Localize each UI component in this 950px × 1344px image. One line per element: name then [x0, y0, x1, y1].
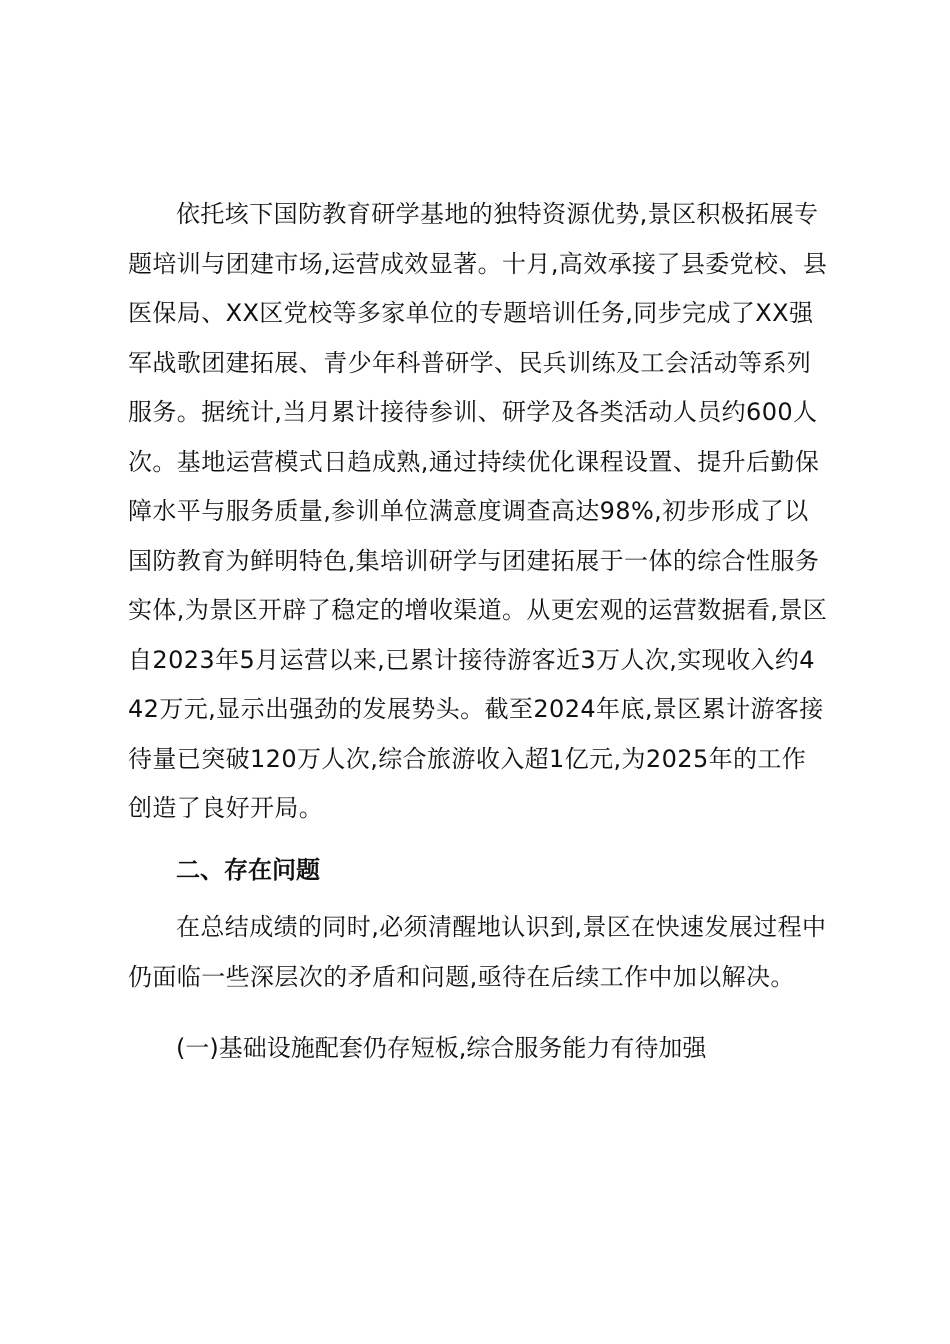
body-paragraph-problems-intro: 在总结成绩的同时,必须清醒地认识到,景区在快速发展过程中仍面临一些深层次的矛盾和问题,亟待在后续工作中加以解决。: [128, 913, 827, 991]
subheading-infrastructure: (一)基础设施配套仍存短板,综合服务能力有待加强: [176, 1034, 707, 1062]
section-heading-problems: 二、存在问题: [176, 855, 320, 884]
body-paragraph-operations: 依托垓下国防教育研学基地的独特资源优势,景区积极拓展专题培训与团建市场,运营成效显著。十月,高效承接了县委党校、县医保局、XX区党校等多家单位的专题培训任务,同步完成了XX强军战歌团建拓展、青少年科普研学、民兵训练及工会活动等系列服务。据统计,当月累计接待参训、研学及各类活动人员约600人次。基地运营模式日趋成熟,通过持续优化课程设置、提升后勤保障水平与服务质量,参训单位满意度调查高达98%,初步形成了以国防教育为鲜明特色,集培训研学与团建拓展于一体的综合性服务实体,为景区开辟了稳定的增收渠道。从更宏观的运营数据看,景区自2023年5月运营以来,已累计接待游客近3万人次,实现收入约442万元,显示出强劲的发展势头。截至2024年底,景区累计游客接待量已突破120万人次,综合旅游收入超1亿元,为2025年的工作创造了良好开局。: [128, 200, 828, 822]
document-body: [128, 190, 828, 1074]
